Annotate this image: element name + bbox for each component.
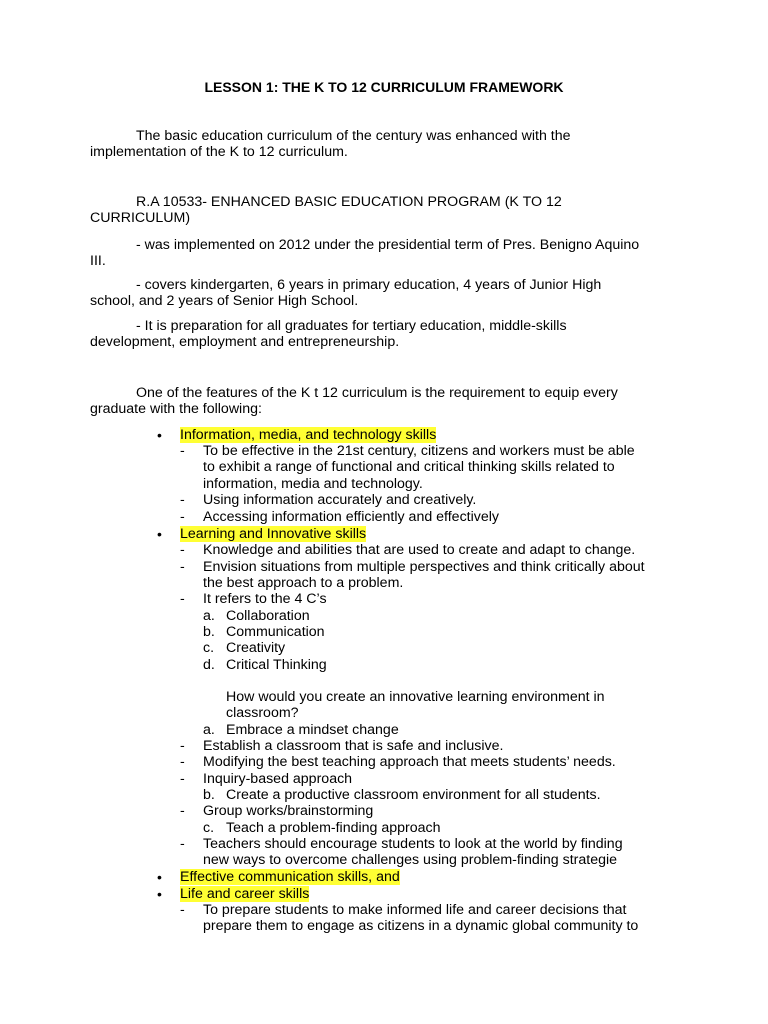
bullet-marker: • xyxy=(157,427,162,443)
features-line-2: graduate with the following: xyxy=(90,401,262,418)
dash-marker: - xyxy=(180,443,185,459)
bullet-marker: • xyxy=(157,886,162,902)
learning-point-3-text: It refers to the 4 C’s xyxy=(203,591,327,607)
env-b-point-1-text: Group works/brainstorming xyxy=(203,803,374,819)
list-text: Critical Thinking xyxy=(226,657,327,673)
ra-point-1 xyxy=(90,237,680,270)
dash-marker: - xyxy=(180,836,185,852)
list-letter: b. xyxy=(203,624,215,640)
env-a-point-2-text: Modifying the best teaching approach that meets students’ needs. xyxy=(203,754,616,770)
features-paragraph xyxy=(90,385,680,418)
dash-marker: - xyxy=(180,738,185,754)
bullet-marker: • xyxy=(157,526,162,542)
list-letter: b. xyxy=(203,787,215,803)
dash-marker: - xyxy=(180,591,185,607)
dash-marker: - xyxy=(180,492,185,508)
learning-point-2-line-2: the best approach to a problem. xyxy=(203,575,404,592)
skill-label: Information, media, and technology skills xyxy=(180,427,437,443)
dash-marker: - xyxy=(180,509,185,525)
ra-point-2 xyxy=(90,277,680,310)
env-c-point-1-line-1: Teachers should encourage students to look at the world by finding xyxy=(203,836,623,852)
intro-paragraph xyxy=(90,128,680,161)
skill-label: Life and career skills xyxy=(180,886,310,902)
list-letter: c. xyxy=(203,640,215,656)
ra-point-1-line-1: - was implemented on 2012 under the presidential term of Pres. Benigno Aquino xyxy=(136,237,640,253)
bullet-marker: • xyxy=(157,869,162,885)
ra-point-2-line-1: - covers kindergarten, 6 years in primary education, 4 years of Junior High xyxy=(136,277,602,293)
list-text: Creativity xyxy=(226,640,286,656)
list-text: Teach a problem-finding approach xyxy=(226,820,441,836)
ra-point-3 xyxy=(90,318,680,351)
question-line-2: classroom? xyxy=(226,705,299,722)
ra-point-3-line-1: - It is preparation for all graduates for tertiary education, middle-skills xyxy=(136,318,567,334)
list-letter: a. xyxy=(203,722,215,738)
list-text: Embrace a mindset change xyxy=(226,722,399,738)
learning-point-2-line-1: Envision situations from multiple perspectives and think critically about xyxy=(203,559,645,575)
env-a-point-3-text: Inquiry-based approach xyxy=(203,771,353,787)
ra-point-2-line-2: school, and 2 years of Senior High School. xyxy=(90,293,359,310)
ra-line-1: R.A 10533- ENHANCED BASIC EDUCATION PROGRAM (K TO 12 xyxy=(136,194,562,210)
skill-label: Effective communication skills, and xyxy=(180,869,400,885)
life-point-1-line-2: prepare them to engage as citizens in a dynamic global community to xyxy=(203,918,639,935)
list-letter: d. xyxy=(203,657,215,673)
learning-point-1-text: Knowledge and abilities that are used to create and adapt to change. xyxy=(203,542,636,558)
env-c-point-1-line-2: new ways to overcome challenges using problem-finding strategie xyxy=(203,852,618,869)
ra-heading xyxy=(90,194,680,227)
features-line-1: One of the features of the K t 12 curriculum is the requirement to equip every xyxy=(136,385,618,401)
list-text: Collaboration xyxy=(226,608,310,624)
list-letter: c. xyxy=(203,820,215,836)
skill-label: Learning and Innovative skills xyxy=(180,526,367,542)
ra-point-1-line-2: III. xyxy=(90,253,106,270)
list-letter: a. xyxy=(203,608,215,624)
ra-line-2: CURRICULUM) xyxy=(90,210,191,227)
dash-marker: - xyxy=(180,542,185,558)
dash-marker: - xyxy=(180,803,185,819)
dash-marker: - xyxy=(180,771,185,787)
life-point-1-line-1: To prepare students to make informed life and career decisions that xyxy=(203,902,627,918)
dash-marker: - xyxy=(180,902,185,918)
info-point-1-line-1: To be effective in the 21st century, citizens and workers must be able xyxy=(203,443,635,459)
intro-line-1: The basic education curriculum of the century was enhanced with the xyxy=(136,128,571,144)
dash-marker: - xyxy=(180,754,185,770)
info-point-2-text: Using information accurately and creatively. xyxy=(203,492,477,508)
intro-line-2: implementation of the K to 12 curriculum. xyxy=(90,144,348,161)
dash-marker: - xyxy=(180,559,185,575)
info-point-3-text: Accessing information efficiently and effectively xyxy=(203,509,499,525)
ra-point-3-line-2: development, employment and entrepreneurship. xyxy=(90,334,400,351)
info-point-1-line-2: to exhibit a range of functional and critical thinking skills related to xyxy=(203,459,615,476)
env-a-point-1-text: Establish a classroom that is safe and inclusive. xyxy=(203,738,504,754)
info-point-1-line-3: information, media and technology. xyxy=(203,475,423,492)
list-text: Communication xyxy=(226,624,325,640)
lesson-title: LESSON 1: THE K TO 12 CURRICULUM FRAMEWORK xyxy=(204,79,564,95)
list-text: Create a productive classroom environment for all students. xyxy=(226,787,601,803)
question-text xyxy=(226,689,676,722)
question-line-1: How would you create an innovative learning environment in xyxy=(226,689,605,705)
